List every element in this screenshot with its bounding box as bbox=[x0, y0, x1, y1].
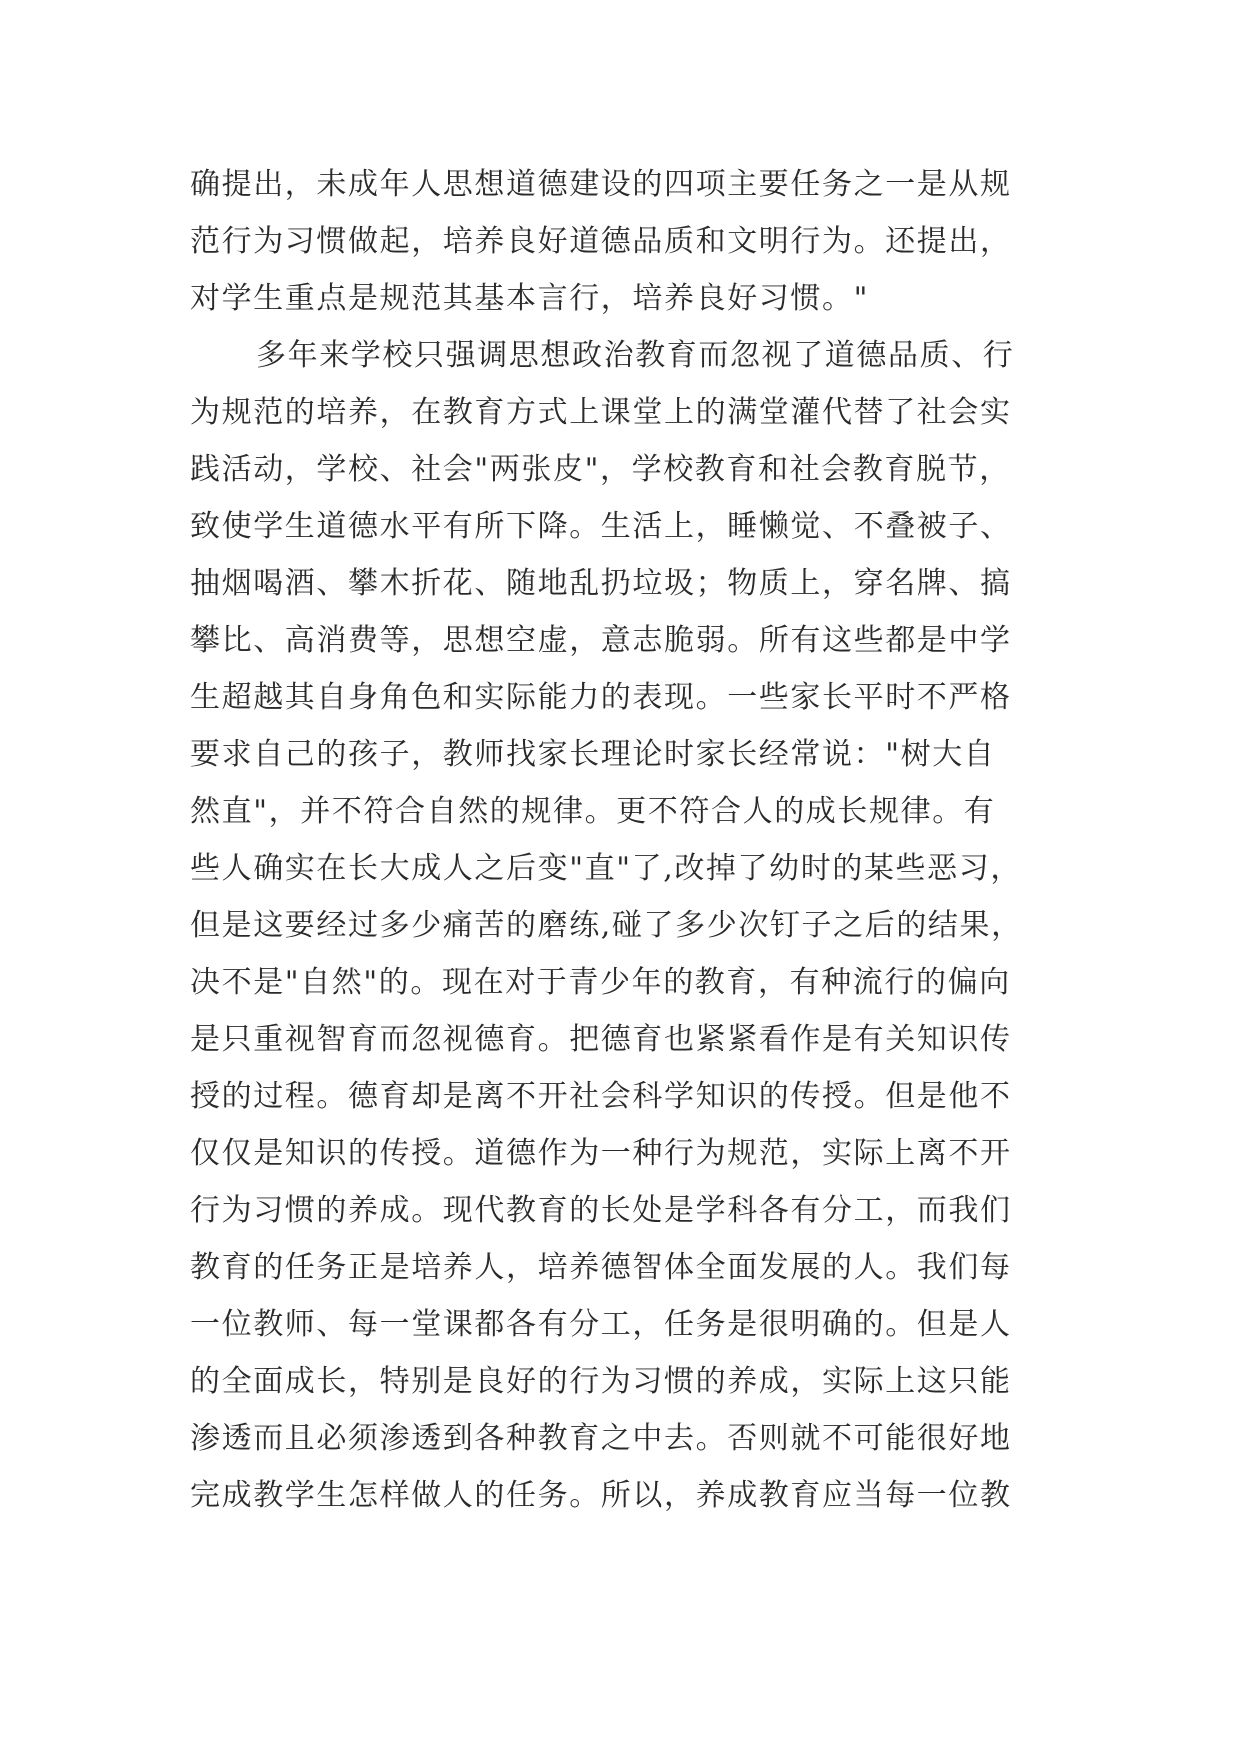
text-line: 教育的任务正是培养人，培养德智体全面发展的人。我们每 bbox=[190, 1250, 1012, 1285]
text-line: 的全面成长，特别是良好的行为习惯的养成，实际上这只能 bbox=[190, 1364, 1012, 1399]
text-line: 要求自己的孩子，教师找家长理论时家长经常说："树大自 bbox=[190, 737, 996, 772]
document-body bbox=[190, 156, 1050, 1524]
text-line: 确提出，未成年人思想道德建设的四项主要任务之一是从规 bbox=[190, 167, 1012, 202]
text-line: 授的过程。德育却是离不开社会科学知识的传授。但是他不 bbox=[190, 1079, 1012, 1114]
text-line: 践活动，学校、社会"两张皮"，学校教育和社会教育脱节， bbox=[190, 452, 1011, 487]
text-line: 范行为习惯做起，培养良好道德品质和文明行为。还提出， bbox=[190, 224, 1012, 259]
text-line: 些人确实在长大成人之后变"直"了,改掉了幼时的某些恶习， bbox=[190, 851, 1022, 886]
text-line: 行为习惯的养成。现代教育的长处是学科各有分工，而我们 bbox=[190, 1193, 1012, 1228]
text-line: 一位教师、每一堂课都各有分工，任务是很明确的。但是人 bbox=[190, 1307, 1012, 1342]
text-line: 然直"，并不符合自然的规律。更不符合人的成长规律。有 bbox=[190, 794, 996, 829]
text-line: 是只重视智育而忽视德育。把德育也紧紧看作是有关知识传 bbox=[190, 1022, 1012, 1057]
text-line: 决不是"自然"的。现在对于青少年的教育，有种流行的偏向 bbox=[190, 965, 1011, 1000]
text-line: 攀比、高消费等，思想空虚，意志脆弱。所有这些都是中学 bbox=[190, 623, 1012, 658]
text-line: 渗透而且必须渗透到各种教育之中去。否则就不可能很好地 bbox=[190, 1421, 1012, 1456]
text-line: 为规范的培养，在教育方式上课堂上的满堂灌代替了社会实 bbox=[190, 395, 1012, 430]
text-line: 致使学生道德水平有所下降。生活上，睡懒觉、不叠被子、 bbox=[190, 509, 1012, 544]
paragraph-first-line: 多年来学校只强调思想政治教育而忽视了道德品质、行 bbox=[256, 338, 1015, 373]
text-line: 仅仅是知识的传授。道德作为一种行为规范，实际上离不开 bbox=[190, 1136, 1012, 1171]
text-line: 但是这要经过多少痛苦的磨练,碰了多少次钉子之后的结果， bbox=[190, 908, 1023, 943]
text-line: 对学生重点是规范其基本言行，培养良好习惯。" bbox=[190, 281, 869, 316]
text-line: 抽烟喝酒、攀木折花、随地乱扔垃圾；物质上，穿名牌、搞 bbox=[190, 566, 1012, 601]
text-line: 生超越其自身角色和实际能力的表现。一些家长平时不严格 bbox=[190, 680, 1012, 715]
text-line: 完成教学生怎样做人的任务。所以，养成教育应当每一位教 bbox=[190, 1478, 1012, 1513]
